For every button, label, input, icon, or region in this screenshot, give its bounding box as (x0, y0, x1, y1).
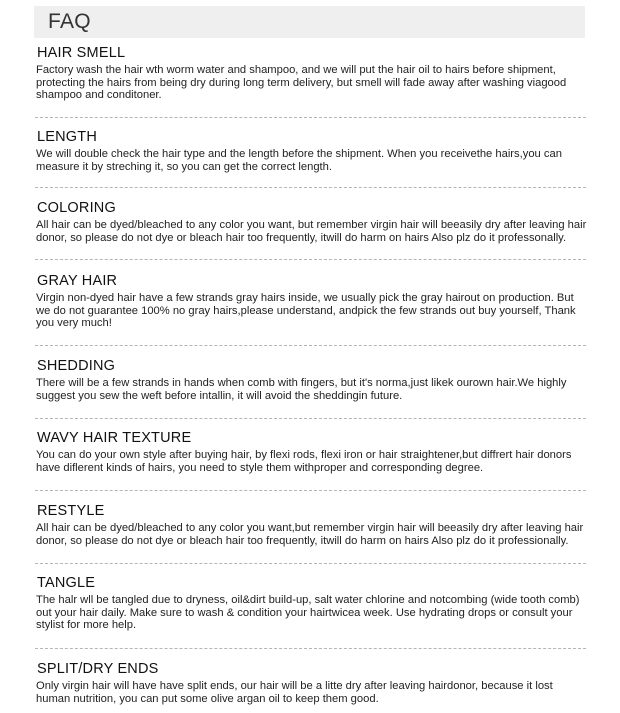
faq-answer: Factory wash the hair wth worm water and shampoo, and we will put the hair oil to hairs before shipment, protecting the hairs from being dry during long term delivery, but smell will fade away after washing viagood shampoo and conditoner. (36, 64, 567, 101)
divider (35, 187, 586, 188)
divider (35, 117, 586, 118)
divider (35, 259, 586, 260)
divider (35, 345, 586, 346)
faq-item-gray-hair (35, 273, 587, 330)
faq-item-coloring (35, 200, 587, 244)
faq-question: LENGTH (37, 129, 98, 145)
faq-item-hair-smell (35, 45, 587, 102)
faq-item-split-dry-ends (35, 661, 587, 705)
faq-question: COLORING (37, 200, 116, 216)
faq-answer: We will double check the hair type and the length before the shipment. When you receivethe hairs,you can measure it by streching it, so you can get the correct length. (36, 148, 562, 173)
faq-item-wavy-hair-texture (35, 430, 587, 474)
faq-header (34, 6, 585, 38)
faq-question: SPLIT/DRY ENDS (37, 661, 159, 677)
faq-item-restyle (35, 503, 587, 547)
faq-item-shedding (35, 358, 587, 402)
faq-answer: There will be a few strands in hands when comb with fingers, but it's norma,just likek ourown hair.We highly suggest you sew the weft before intallin, it will avoid the sheddingin future. (36, 377, 567, 402)
faq-answer: The halr wll be tangled due to dryness, oil&dirt build-up, salt water chlorine and notcombing (wide tooth comb) out your hair daily. Make sure to wash & condition your hairtwicea week. Use hydrating drops or consult your stylist for more help. (36, 594, 580, 631)
faq-question: WAVY HAIR TEXTURE (37, 430, 192, 446)
faq-answer: All hair can be dyed/bleached to any color you want, but remember virgin hair will beeasily dry after leaving hair donor, so please do not dye or bleach hair too frequently, itwill do harm on hairs Also plz do it professonally. (36, 219, 587, 244)
faq-item-tangle (35, 575, 587, 632)
divider (35, 563, 586, 564)
faq-answer: You can do your own style after buying hair, by flexi rods, flexi iron or hair straightener,but diffrert hair donors have diflerent kinds of hairs, you need to style them withproper and corresponding degree. (36, 449, 572, 474)
faq-item-length (35, 129, 587, 173)
faq-question: HAIR SMELL (37, 45, 126, 61)
divider (35, 490, 586, 491)
faq-question: SHEDDING (37, 358, 116, 374)
divider (35, 648, 586, 649)
faq-answer: Only virgin hair will have have split ends, our hair will be a litte dry after leaving hairdonor, because it lost human nutrition, you can put some olive argan oil to keep them good. (36, 680, 553, 705)
faq-answer: Virgin non-dyed hair have a few strands gray hairs inside, we usually pick the gray hairout on production. But we do not guarantee 100% no gray hairs,please understand, andpick the few strands out buy yourself, Thank you very much! (36, 292, 576, 329)
divider (35, 418, 586, 419)
faq-question: GRAY HAIR (37, 273, 118, 289)
faq-question: TANGLE (37, 575, 96, 591)
faq-answer: All hair can be dyed/bleached to any color you want,but remember virgin hair will beeasily dry after leaving hair donor, so please do not dye or bleach hair too frequently, itwill do harm on hairs Also plz do it professionally. (36, 522, 584, 547)
faq-question: RESTYLE (37, 503, 105, 519)
page-title: FAQ (48, 10, 91, 33)
